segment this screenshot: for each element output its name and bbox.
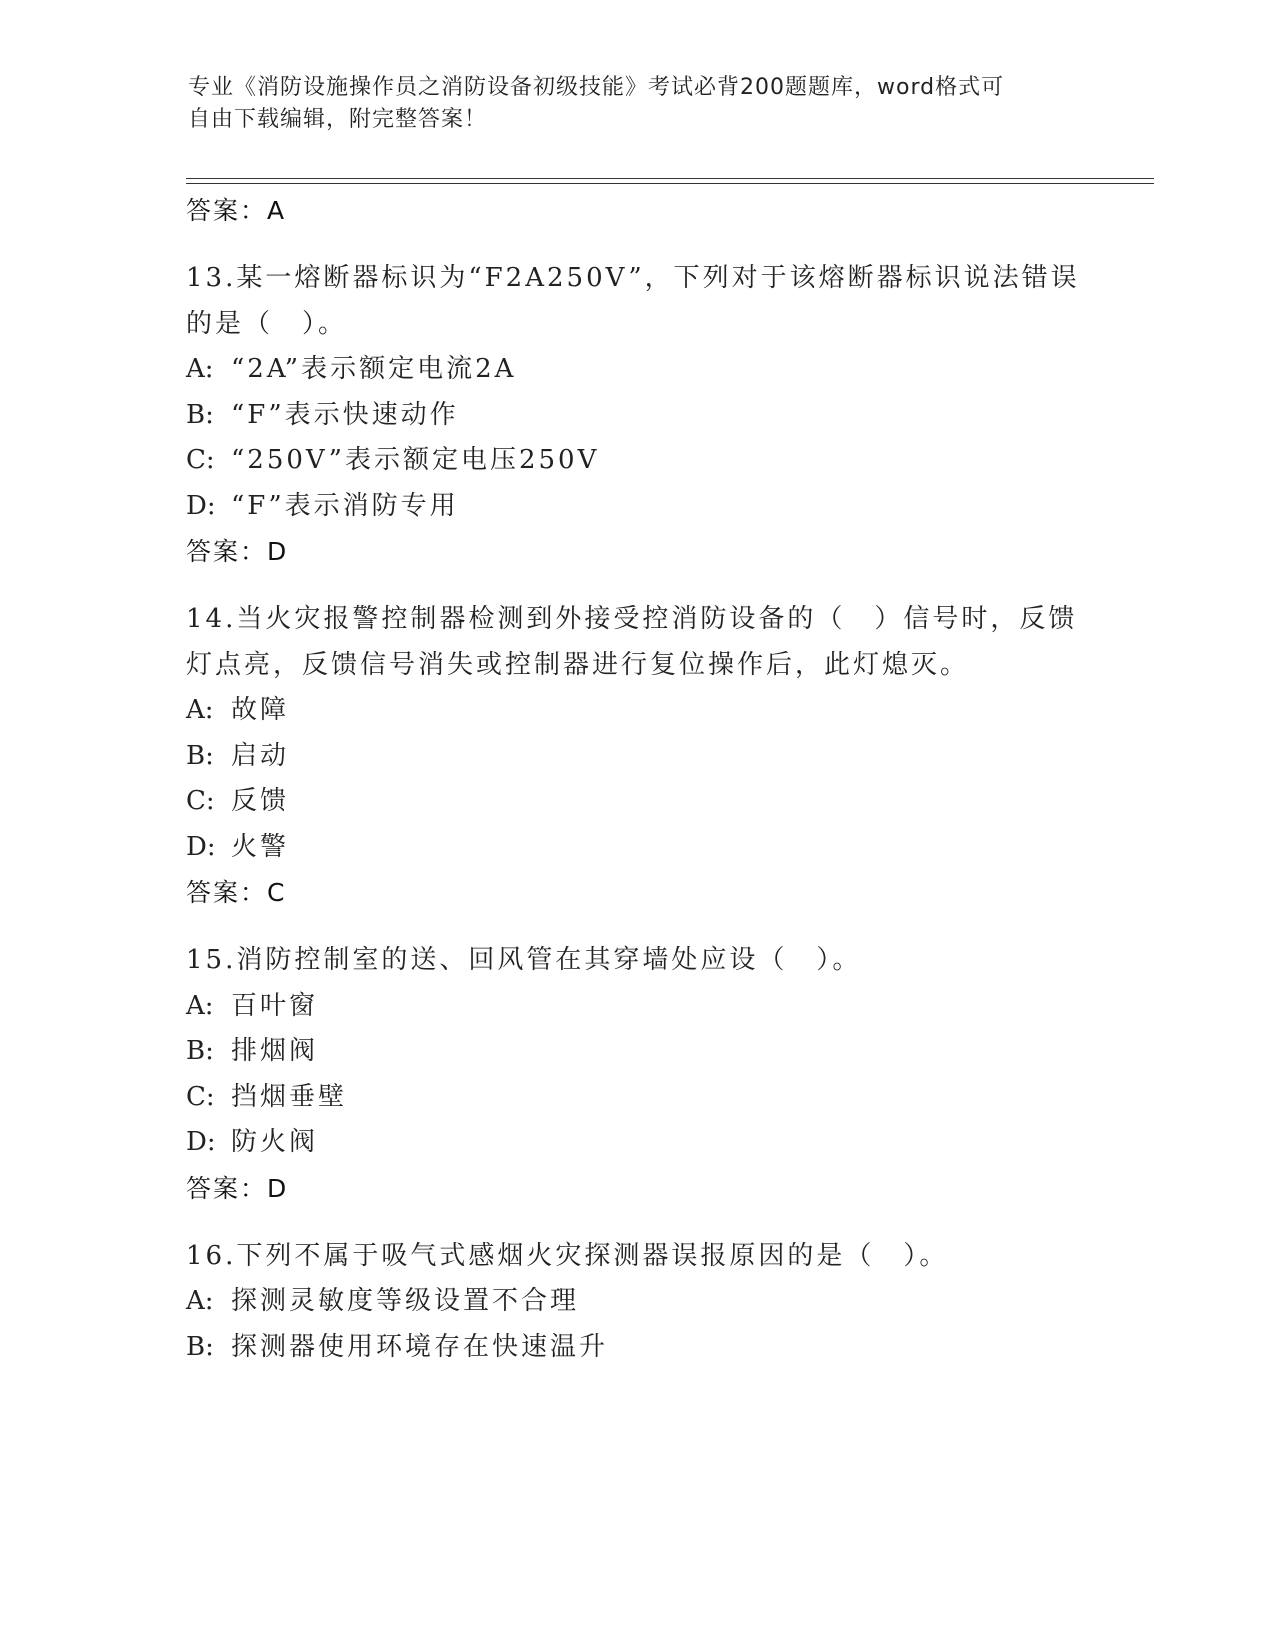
- option-item: [186, 825, 1086, 871]
- option-label: D:: [186, 490, 216, 521]
- option-text: 挡烟垂壁: [231, 1081, 348, 1112]
- option-text: “F”表示消防专用: [231, 490, 459, 521]
- option-item: [186, 984, 1086, 1030]
- header-rule-bottom: [186, 183, 1154, 184]
- option-label: B:: [186, 1331, 214, 1362]
- question-text: 14.当火灾报警控制器检测到外接受控消防设备的（ ）信号时，反馈: [186, 604, 1078, 634]
- questions-container: [186, 256, 1086, 1370]
- question-list: [186, 188, 1086, 1370]
- option-item: [186, 438, 1086, 484]
- option-label: A:: [186, 1286, 214, 1316]
- question-block: [186, 938, 1086, 1212]
- option-label: B:: [186, 740, 214, 771]
- option-text: 探测灵敏度等级设置不合理: [231, 1286, 580, 1316]
- option-item: [186, 1120, 1086, 1166]
- question-text: 的是（ ）。: [186, 308, 348, 339]
- previous-answer: 答案：A: [186, 196, 287, 225]
- document-header: [188, 72, 1088, 136]
- question-text: 15.消防控制室的送、回风管在其穿墙处应设（ ）。: [186, 945, 862, 975]
- option-label: A:: [186, 695, 214, 725]
- option-item: [186, 1029, 1086, 1075]
- option-text: 排烟阀: [231, 1036, 319, 1066]
- question-text: 16.下列不属于吸气式感烟火灾探测器误报原因的是（ ）。: [186, 1240, 949, 1271]
- option-item: [186, 688, 1086, 734]
- answer-line: 答案：D: [186, 537, 289, 566]
- option-label: D:: [186, 1127, 216, 1157]
- header-line-2: 自由下载编辑，附完整答案！: [188, 107, 488, 132]
- option-item: [186, 779, 1086, 825]
- option-text: “F”表示快速动作: [231, 399, 459, 430]
- option-text: 探测器使用环境存在快速温升: [231, 1331, 609, 1362]
- option-item: [186, 347, 1086, 393]
- option-label: C:: [186, 786, 215, 816]
- option-item: [186, 1279, 1086, 1325]
- answer-line: 答案：D: [186, 1173, 289, 1203]
- option-text: 反馈: [231, 786, 290, 816]
- option-text: 故障: [231, 695, 290, 725]
- option-text: 百叶窗: [231, 990, 319, 1021]
- option-label: C:: [186, 1081, 215, 1112]
- question-text: 灯点亮，反馈信号消失或控制器进行复位操作后，此灯熄灭。: [186, 649, 970, 680]
- answer-line: 答案：C: [186, 878, 287, 907]
- option-item: [186, 1075, 1086, 1121]
- option-label: B:: [186, 399, 214, 430]
- option-label: B:: [186, 1036, 214, 1066]
- option-label: A:: [186, 990, 214, 1021]
- option-item: [186, 1325, 1086, 1371]
- option-text: 火警: [231, 831, 290, 862]
- option-label: D:: [186, 831, 216, 862]
- option-item: [186, 393, 1086, 439]
- header-rule-top: [186, 178, 1154, 179]
- option-text: “2A”表示额定电流2A: [231, 354, 517, 384]
- option-label: C:: [186, 445, 215, 475]
- option-label: A:: [186, 354, 214, 384]
- question-block: [186, 1234, 1086, 1371]
- question-block: [186, 597, 1086, 916]
- header-line-1: 专业《消防设施操作员之消防设备初级技能》考试必背200题题库，word格式可: [188, 75, 1005, 100]
- option-text: 防火阀: [231, 1127, 319, 1157]
- question-text: 13.某一熔断器标识为“F2A250V”，下列对于该熔断器标识说法错误: [186, 263, 1080, 293]
- option-item: [186, 484, 1086, 530]
- option-text: “250V”表示额定电压250V: [231, 445, 600, 475]
- option-text: 启动: [231, 740, 290, 771]
- option-item: [186, 734, 1086, 780]
- question-block: [186, 256, 1086, 575]
